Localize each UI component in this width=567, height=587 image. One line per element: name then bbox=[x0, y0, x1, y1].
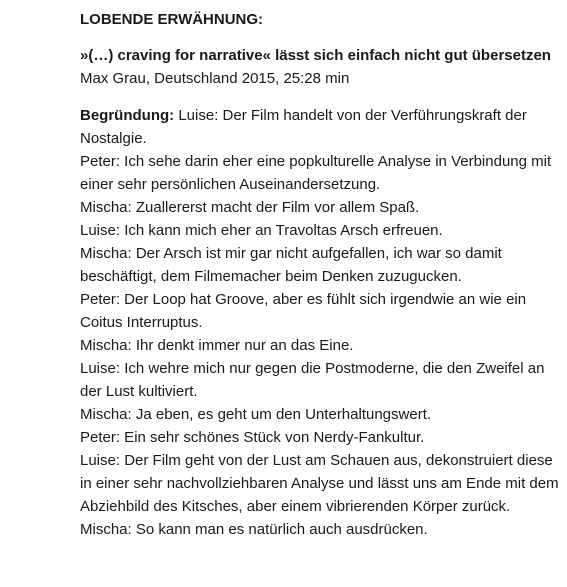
film-meta: Max Grau, Deutschland 2015, 25:28 min bbox=[80, 70, 350, 87]
article-content bbox=[80, 10, 560, 541]
jury-line: Luise: Ich wehre mich nur gegen die Postmoderne, die den Zweifel an der Lust kultiviert. bbox=[80, 360, 545, 400]
jury-line: Peter: Ein sehr schönes Stück von Nerdy-Fankultur. bbox=[80, 429, 425, 446]
jury-line: Mischa: Ihr denkt immer nur an das Eine. bbox=[80, 337, 354, 354]
jury-line: Peter: Der Loop hat Groove, aber es fühlt sich irgendwie an wie ein Coitus Interruptus. bbox=[80, 291, 527, 331]
jury-line: Luise: Der Film geht von der Lust am Schauen aus, dekonstruiert diese in einer sehr nachvollziehbaren Analyse und lässt uns am Ende mit dem Abziehbild des Kitsches, aber einem vibrierenden Körper zurück. bbox=[80, 452, 559, 515]
jury-line: Mischa: Zuallererst macht der Film vor allem Spaß. bbox=[80, 199, 420, 216]
jury-statement bbox=[80, 104, 560, 541]
jury-line bbox=[80, 104, 560, 150]
section-heading: LOBENDE ERWÄHNUNG: bbox=[80, 11, 264, 28]
jury-line-text: Luise: Der Film handelt von der Verführungskraft der Nostalgie. bbox=[80, 107, 527, 147]
jury-line: Luise: Ich kann mich eher an Travoltas Arsch erfreuen. bbox=[80, 222, 443, 239]
jury-line: Mischa: Der Arsch ist mir gar nicht aufgefallen, ich war so damit beschäftigt, dem Filmemacher beim Denken zuzugucken. bbox=[80, 245, 502, 285]
jury-line: Mischa: So kann man es natürlich auch ausdrücken. bbox=[80, 521, 428, 538]
jury-line: Peter: Ich sehe darin eher eine popkulturelle Analyse in Verbindung mit einer sehr persönlichen Auseinandersetzung. bbox=[80, 153, 552, 193]
jury-line: Mischa: Ja eben, es geht um den Unterhaltungswert. bbox=[80, 406, 432, 423]
film-title: »(…) craving for narrative« lässt sich einfach nicht gut übersetzen bbox=[80, 47, 551, 64]
jury-label: Begründung: bbox=[80, 107, 175, 124]
